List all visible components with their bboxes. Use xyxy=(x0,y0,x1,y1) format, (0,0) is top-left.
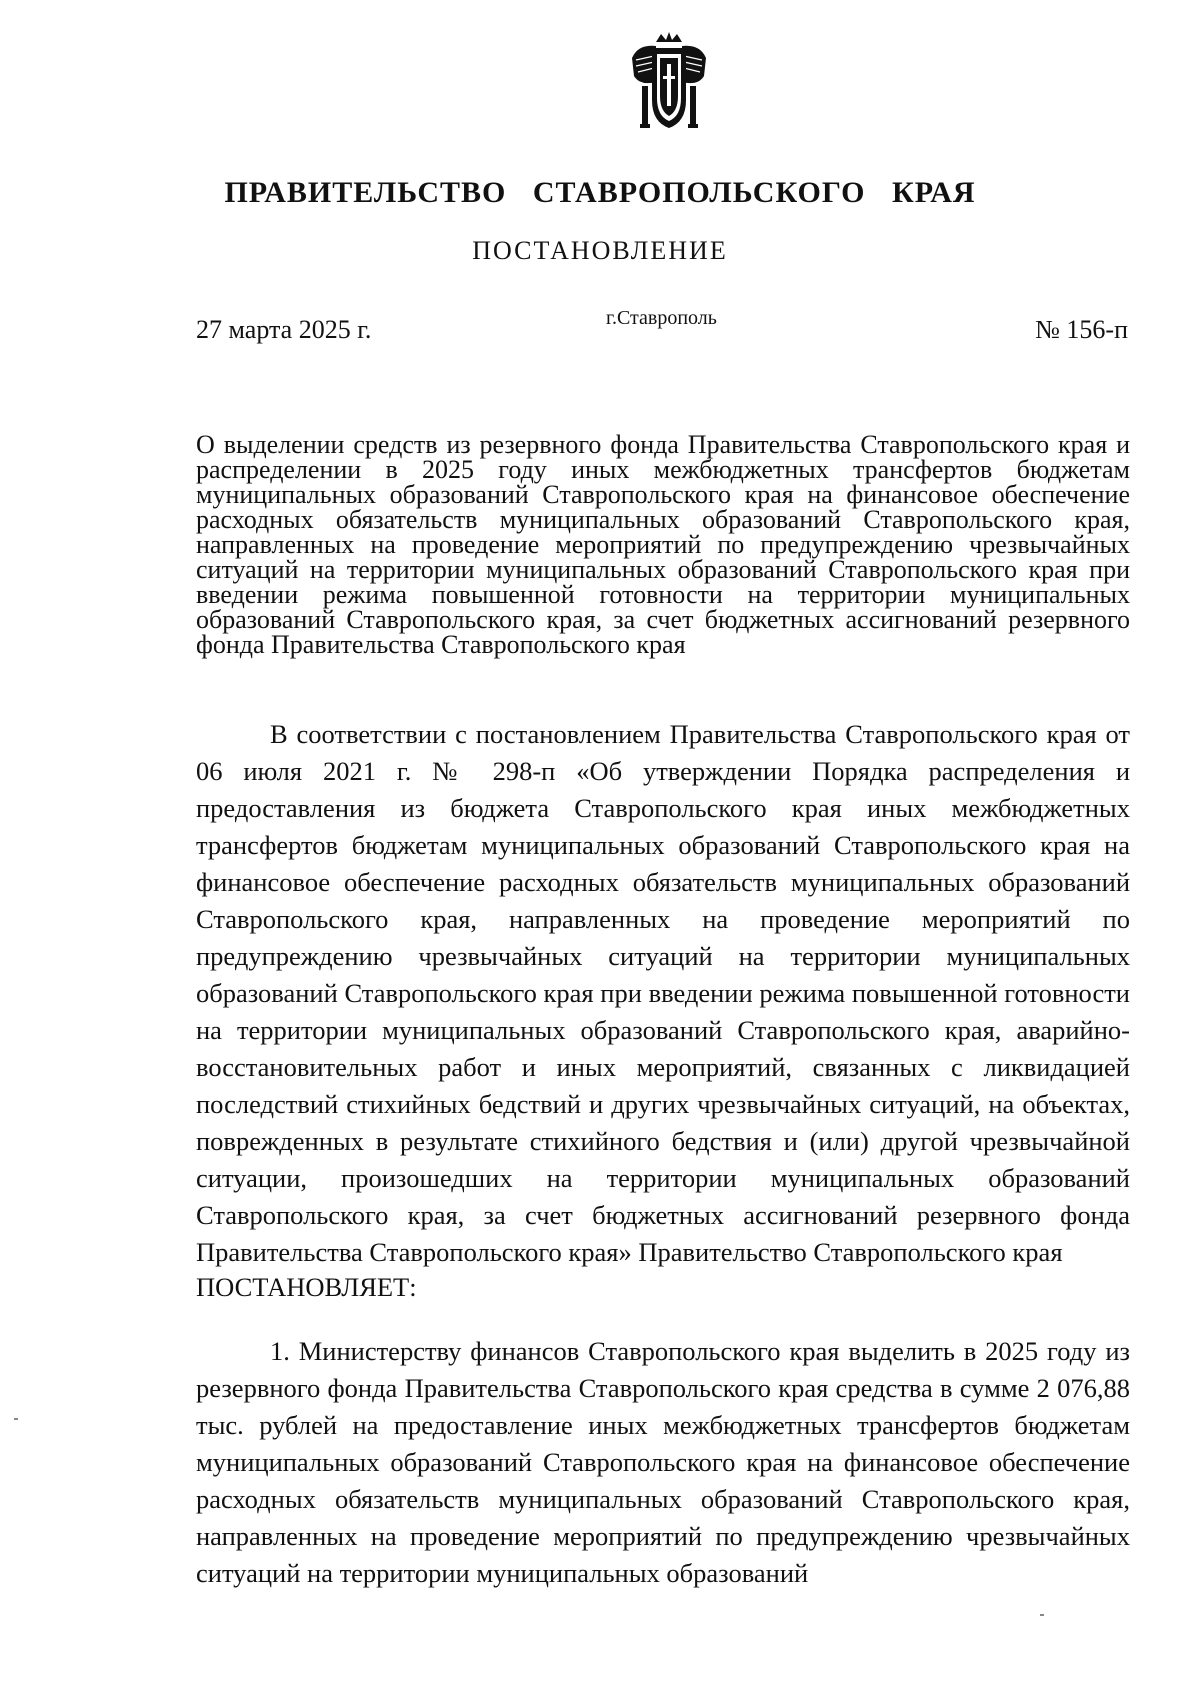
document-heading: О выделении средств из резервного фонда Правительства Ставропольского края и распределении в 2025 году иных межбюджетных трансфертов бюджетам муниципальных образований Ставропольского края на финансовое обеспечение расходных обязательств муниципальных образований Ставропольского края, направленных на проведение мероприятий по предупреждению чрезвычайных ситуаций на территории муниципальных образований Ставропольского края при введении режима повышенной готовности на территории муниципальных образований Ставропольского края, за счет бюджетных ассигнований резервного фонда Правительства Ставропольского края xyxy=(196,430,1130,659)
resolves-label: ПОСТАНОВЛЯЕТ: xyxy=(196,1272,417,1302)
document-city: г.Ставрополь xyxy=(606,307,717,329)
document-date: 27 марта 2025 г. xyxy=(196,315,372,344)
government-title: ПРАВИТЕЛЬСТВО СТАВРОПОЛЬСКОГО КРАЯ xyxy=(224,176,976,209)
scan-speck xyxy=(1040,1614,1044,1616)
clause-1-paragraph: 1. Министерству финансов Ставропольского края выделить в 2025 году из резервного фонда Правительства Ставропольского края средства в сумме 2 076,88 тыс. рублей на предоставление иных межбюджетных трансфертов бюджетам муниципальных образований Ставропольского края на финансовое обеспечение расходных обязательств муниципальных образований Ставропольского края, направленных на проведение мероприятий по предупреждению чрезвычайных ситуаций на территории муниципальных образований xyxy=(196,1336,1130,1588)
scan-speck xyxy=(14,1418,18,1420)
coat-of-arms-icon xyxy=(626,30,712,132)
document-type: ПОСТАНОВЛЕНИЕ xyxy=(472,236,728,265)
document-number: № 156-п xyxy=(1035,315,1128,344)
preamble-paragraph: В соответствии с постановлением Правительства Ставропольского края от 06 июля 2021 г. № 298-п «Об утверждении Порядка распределения и предоставления из бюджета Ставропольского края иных межбюджетных трансфертов бюджетам муниципальных образований Ставропольского края на финансовое обеспечение расходных обязательств муниципальных образований Ставропольского края, направленных на проведение мероприятий по предупреждению чрезвычайных ситуаций на территории муниципальных образований Ставропольского края при введении режима повышенной готовности на территории муниципальных образований Ставропольского края, аварийно-восстановительных работ и иных мероприятий, связанных с ликвидацией последствий стихийных бедствий и других чрезвычайных ситуаций, на объектах, поврежденных в результате стихийного бедствия и (или) другой чрезвычайной ситуации, произошедших на территории муниципальных образований Ставропольского края, за счет бюджетных ассигнований резервного фонда Правительства Ставропольского края» Правительство Ставропольского края xyxy=(196,719,1130,1267)
